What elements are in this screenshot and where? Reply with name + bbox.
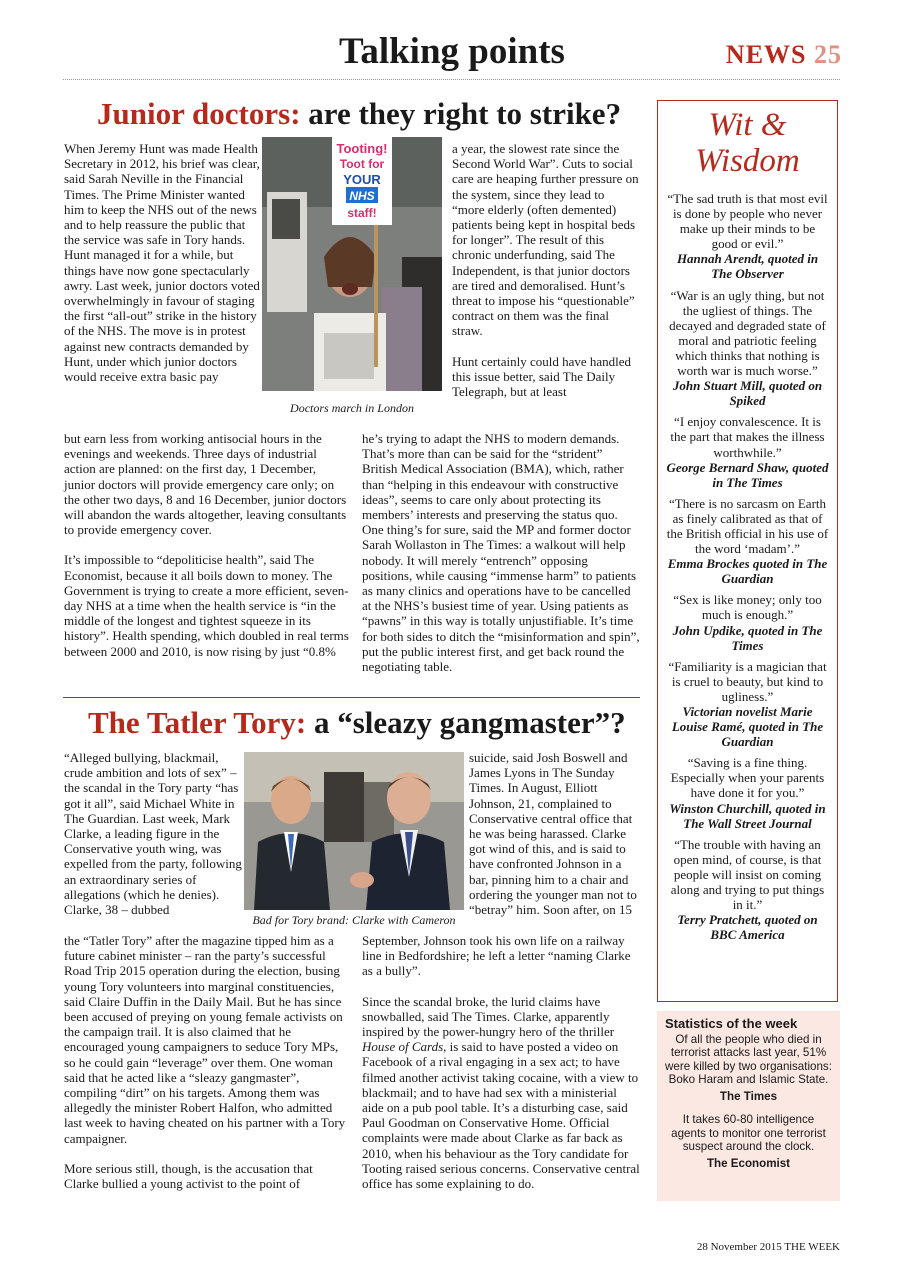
page-number: 25	[814, 40, 842, 69]
article2-text: Since the scandal broke, the lurid claims have snowballed, said The Times. Clarke, apparently inspired by the power-hungry hero of the thriller	[362, 993, 615, 1040]
placard-line: NHS	[349, 189, 375, 203]
wit-wisdom-box	[657, 100, 838, 1002]
article2-para: suicide, said Josh Boswell and James Lyons in The Sunday Times. In August, Elliott Johnson, 21, complained to Conservative central office that he was being harassed. Clarke got wind of this, and is said to have confronted Johnson in a bar, pinning him to a chair and ordering the younger man not to “betray” him. Soon after, on 15	[469, 750, 637, 918]
article2-photo-caption: Bad for Tory brand: Clarke with Cameron	[252, 913, 456, 927]
quote-source: George Bernard Shaw, quoted in The Times	[666, 459, 829, 490]
article2-para: September, Johnson took his own life on a railway line in Bedfordshire; he left a letter “naming Clarke as a bully”.	[362, 933, 631, 979]
quote	[666, 659, 829, 750]
wit-wisdom-title	[658, 107, 837, 179]
article2-headline-kicker: The Tatler Tory:	[88, 705, 307, 740]
quote-text: “Sex is like money; only too much is enough.”	[673, 592, 822, 623]
article2-para	[362, 994, 640, 1192]
article2-text: , is said to have posted a video on Facebook of a rival engaging in a sex act; to have filmed another activist taking cocaine, with a view to blackmail; and to have had sex with a ministerial aide on a pub pool table. It’s a disturbing case, said Paul Goodman on Conservative Home. Official complaints were made about Clarke as far back as 2010, when his behaviour as the Tory candidate for Tooting raised serious concerns. Conservative central office has some explaining to do.	[362, 1039, 640, 1192]
article1-col1-top	[64, 141, 260, 384]
quote	[666, 592, 829, 652]
statistic-text: It takes 60-80 intelligence agents to monitor one terrorist suspect around the clock.	[671, 1113, 826, 1153]
article1-para: Hunt certainly could have handled this issue better, said The Daily Telegraph, but at least	[452, 353, 632, 400]
header-divider	[63, 79, 840, 80]
article2-book-title: House of Cards	[362, 1039, 444, 1055]
quote	[666, 288, 829, 409]
quote-source: Hannah Arendt, quoted in The Observer	[676, 251, 819, 282]
page-footer: 28 November 2015 THE WEEK	[696, 1241, 840, 1253]
page-title: Talking points	[339, 31, 565, 72]
wit-title-line: Wit &	[708, 107, 787, 143]
article1-para: but earn less from working antisocial hours in the evenings and weekends. Three days of industrial action are planned: on the first day, 1 December, junior doctors will provide emergency care only; on the other two days, 8 and 16 December, junior doctors will abandon the wards altogether, leaving consultants to provide emergency cover.	[64, 431, 347, 538]
quote-list	[658, 179, 837, 942]
quote	[666, 414, 829, 489]
article1-col2-top	[452, 141, 640, 399]
statistic-source: The Times	[719, 1089, 778, 1103]
quote-source: Terry Pratchett, quoted on BBC America	[677, 912, 818, 943]
article1-headline	[97, 96, 621, 132]
article1-col2-bottom	[362, 431, 640, 674]
article2-headline	[88, 705, 626, 741]
placard-line: staff!	[347, 206, 377, 220]
placard-line: Tooting!	[336, 141, 388, 156]
placard-line: Toot for	[339, 157, 385, 171]
statistic-source: The Economist	[706, 1156, 791, 1170]
article1-photo-caption: Doctors march in London	[290, 401, 414, 415]
article2-headline-text: a “sleazy gangmaster”?	[306, 705, 626, 740]
article2-para: More serious still, though, is the accusation that Clarke bullied a young activist to the point of	[64, 1160, 313, 1192]
article1-para: When Jeremy Hunt was made Health Secretary in 2012, his brief was clear, said Sarah Neville in the Financial Times. The Prime Minister wanted him to keep the NHS out of the news and to help reassure the public that the service was safe in Tory hands. Hunt managed it for a while, but things have now gone spectacularly awry. Last week, junior doctors voted overwhelmingly in favour of staging the first “all-out” strike in the history of the NHS. The move is in protest against new contracts demanded by Hunt, under which junior doctors would receive extra basic pay	[64, 141, 260, 385]
quote-text: “Familiarity is a magician that is cruel to beauty, but kind to ugliness.”	[668, 658, 827, 704]
quote-source: John Updike, quoted in The Times	[672, 622, 823, 653]
quote	[666, 191, 829, 282]
quote-text: “War is an ugly thing, but not the ugliest of things. The decayed and degraded state of moral and patriotic feeling which thinks that nothing is worth war is much worse.”	[669, 287, 826, 379]
quote-text: “Saving is a fine thing. Especially when your parents have done it for you.”	[670, 755, 825, 801]
wit-title-line: Wisdom	[695, 143, 800, 179]
quote-source: Victorian novelist Marie Louise Ramé, quoted in The Guardian	[671, 704, 824, 750]
clarke-cameron-photo	[244, 752, 464, 910]
quote-text: “The sad truth is that most evil is done by people who never make up their minds to be good or evil.”	[667, 191, 828, 252]
article1-para: It’s impossible to “depoliticise health”, said The Economist, because it all boils down to money. The Government is trying to create a more efficient, seven-day NHS at a time when the health service is “in the middle of the longest and tightest squeeze in its history”. Health spending, which doubled in real terms between 2000 and 2010, is now rising by just “0.8%	[64, 552, 349, 659]
quote-text: “I enjoy convalescence. It is the part that makes the illness worthwhile.”	[670, 414, 825, 460]
article2-para: the “Tatler Tory” after the magazine tipped him as a future cabinet minister – ran the party’s successful Road Trip 2015 operation during the election, busing young Tory volunteers into marginal constituencies, said Claire Duffin in the Daily Mail. But he has since been accused of preying on young female activists on the campaign trail. It is also claimed that he encouraged young campaigners to seduce Tory MPs, so he could gain “leverage” over them. One woman said that he acted like a “sleazy gangmaster”, compiling “dirt” on his targets. Among them was allegedly the minister Robert Halfon, who admitted last week to having cheated on his partner with a Tory campaigner.	[64, 933, 346, 1146]
article1-headline-text: are they right to strike?	[300, 96, 622, 131]
article1-headline-kicker: Junior doctors:	[97, 96, 301, 131]
section-word: NEWS	[725, 40, 807, 69]
article1-para: a year, the slowest rate since the Second World War”. Cuts to social care are heaping further pressure on the system, since they lead to “more elderly (often demented) patients being kept in hospital beds for longer”. The result of this chronic underfunding, said The Independent, is that junior doctors are tired and demoralised. Hunt’s threat to impose his “questionable” contract on them was the final straw.	[452, 141, 639, 339]
article2-para: “Alleged bullying, blackmail, crude ambition and lots of sex” – the scandal in the Tory party “has got it all”, said Michael White in The Guardian. Last week, Mark Clarke, a leading figure in the Conservative youth wing, was expelled from the party, following an extraordinary series of allegations (which he denies). Clarke, 38 – dubbed	[64, 750, 242, 918]
quote-source: Winston Churchill, quoted in The Wall Street Journal	[669, 800, 826, 831]
quote	[666, 837, 829, 943]
article2-col1-top	[64, 750, 244, 917]
statistics-box	[657, 1011, 840, 1201]
doctors-march-photo	[262, 137, 442, 391]
article2-col1-bottom	[64, 933, 349, 1191]
statistic-text: Of all the people who died in terrorist attacks last year, 51% were killed by two organisations: Boko Haram and Islamic State.	[665, 1032, 832, 1086]
statistics-title: Statistics of the week	[665, 1016, 798, 1031]
placard-line: YOUR	[343, 172, 381, 187]
article1-col1-bottom	[64, 431, 349, 659]
article1-para: he’s trying to adapt the NHS to modern demands. That’s more than can be said for the “strident” British Medical Association (BMA), which, rather than “helping in this endeavour with constructive ideas”, seems to care only about protecting its members’ interests and preserving the status quo. One thing’s for sure, said the MP and former doctor Sarah Wollaston in The Times: a walkout will help nobody. It will merely “entrench” opposing positions, while causing “immense harm” to patients as many clinics and operations have to be cancelled at the NHS’s busiest time of year. Using patients as “pawns” in this way is totally unjustifiable. It’s time for both sides to ditch the “misinformation and spin”, put the public interest first, and get back round the negotiating table.	[362, 431, 640, 675]
quote	[666, 755, 829, 830]
article-divider	[63, 697, 640, 698]
quote	[666, 496, 829, 587]
quote-source: Emma Brockes quoted in The Guardian	[667, 556, 828, 587]
quote-text: “There is no sarcasm on Earth as finely calibrated as that of the British official in his use of the word ‘madam’.”	[666, 495, 829, 557]
quote-text: “The trouble with having an open mind, of course, is that people will insist on coming along and trying to put things in it.”	[670, 836, 825, 913]
article2-col2-bottom	[362, 933, 640, 1191]
section-label	[726, 40, 842, 70]
quote-source: John Stuart Mill, quoted on Spiked	[672, 378, 823, 409]
article2-col2-top	[469, 750, 640, 917]
